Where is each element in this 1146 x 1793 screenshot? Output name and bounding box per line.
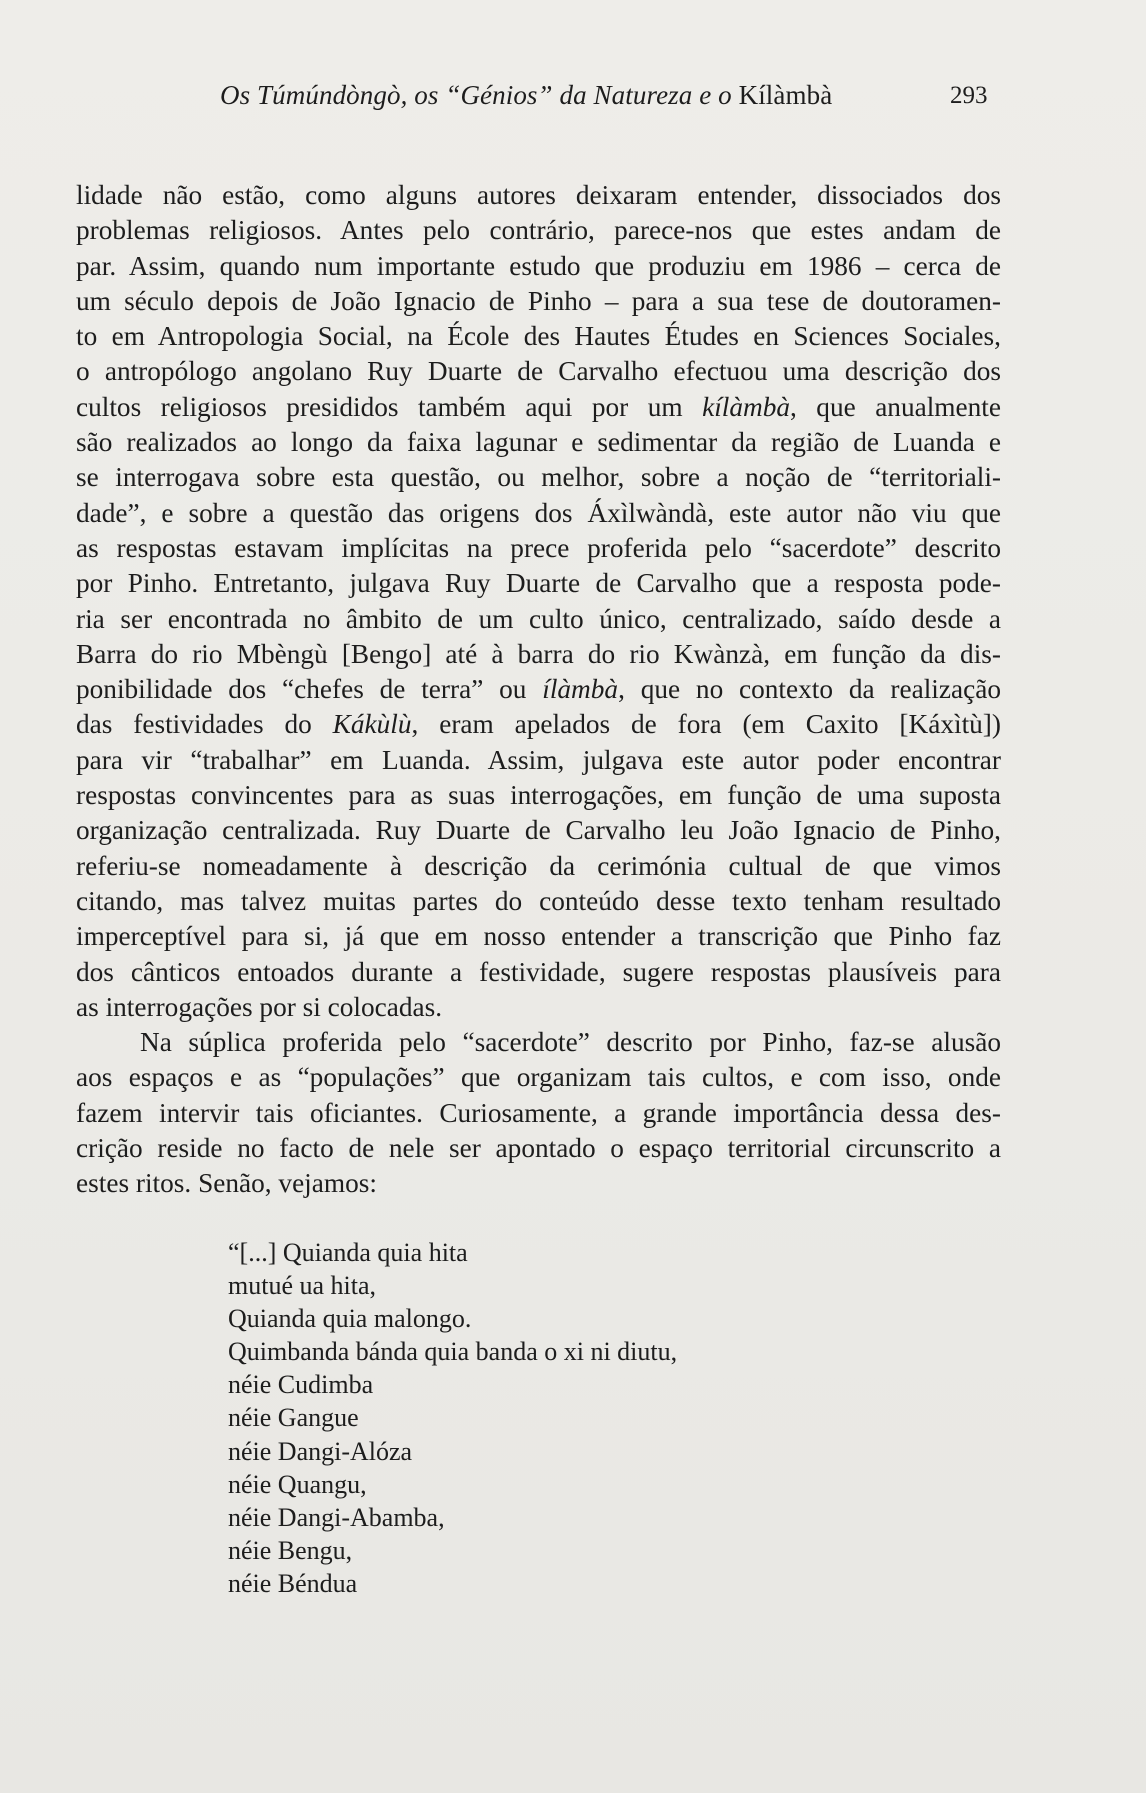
text-line: fazem intervir tais oficiantes. Curiosamente, a grande importância dessa des- [76, 1097, 1001, 1128]
text-line: par. Assim, quando num importante estudo que produziu em 1986 – cerca de [76, 250, 1001, 281]
verse-quotation [228, 1236, 677, 1600]
paragraph [76, 1025, 1001, 1201]
verse-line: néie Cudimba [228, 1370, 374, 1400]
text-line: para vir “trabalhar” em Luanda. Assim, julgava este autor poder encontrar [76, 744, 1001, 775]
text-line: as respostas estavam implícitas na prece proferida pelo “sacerdote” descrito [76, 532, 1001, 563]
text-line: respostas convincentes para as suas interrogações, em função de uma suposta [76, 780, 1001, 811]
text-line: crição reside no facto de nele ser apontado o espaço territorial circunscrito a [76, 1133, 1001, 1164]
text-line: aos espaços e as “populações” que organizam tais cultos, e com isso, onde [76, 1062, 1001, 1093]
text-line: dos cânticos entoados durante a festividade, sugere respostas plausíveis para [76, 956, 1001, 987]
verse-line: Quianda quia malongo. [228, 1304, 472, 1334]
verse-line: mutué ua hita, [228, 1271, 377, 1301]
verse-line: néie Gangue [228, 1403, 359, 1433]
text-line: to em Antropologia Social, na École des Hautes Études en Sciences Sociales, [76, 321, 1001, 352]
text-line: cultos religiosos presididos também aqui por um kílàmbà, que anualmente [76, 391, 1002, 422]
text-line: dade”, e sobre a questão das origens dos Áxìlwàndà, este autor não viu que [76, 497, 1001, 528]
verse-line: Quimbanda bánda quia banda o xi ni diutu, [228, 1337, 678, 1367]
text-line: se interrogava sobre esta questão, ou melhor, sobre a noção de “territoriali- [76, 462, 1001, 493]
page-number: 293 [950, 82, 988, 109]
running-title-name: Kílàmbà [738, 80, 833, 110]
text-line: referiu-se nomeadamente à descrição da cerimónia cultual de que vimos [76, 850, 1001, 881]
running-title-italic: Os Túmúndòngò, os “Génios” da Natureza e o [220, 80, 732, 110]
verse-line: néie Dangi-Alóza [228, 1436, 413, 1466]
text-line: estes ritos. Senão, vejamos: [76, 1168, 377, 1199]
verse-line: “[...] Quianda quia hita [228, 1238, 468, 1267]
running-head [0, 80, 1146, 116]
text-line: as interrogações por si colocadas. [76, 991, 443, 1022]
text-line: Barra do rio Mbèngù [Bengo] até à barra do rio Kwànzà, em função da dis- [76, 638, 1001, 669]
body-text [76, 178, 1001, 1202]
text-line: das festividades do Kákùlù, eram apelados de fora (em Caxito [Káxìtù]) [76, 709, 1001, 740]
verse-line: néie Dangi-Abamba, [228, 1502, 445, 1532]
text-line: imperceptível para si, já que em nosso entender a transcrição que Pinho faz [76, 921, 1001, 952]
verse-line: néie Quangu, [228, 1469, 367, 1499]
text-line: problemas religiosos. Antes pelo contrário, parece-nos que estes andam de [76, 215, 1001, 246]
text-line: um século depois de João Ignacio de Pinho – para a sua tese de doutoramen- [76, 285, 1001, 316]
text-line: Na súplica proferida pelo “sacerdote” descrito por Pinho, faz-se alusão [140, 1027, 1001, 1058]
verse-line: néie Béndua [228, 1568, 358, 1598]
text-line: organização centralizada. Ruy Duarte de Carvalho leu João Ignacio de Pinho, [76, 815, 1001, 846]
text-line: citando, mas talvez muitas partes do conteúdo desse texto tenham resultado [76, 885, 1001, 916]
text-line: o antropólogo angolano Ruy Duarte de Carvalho efectuou uma descrição dos [76, 356, 1001, 387]
text-line: ria ser encontrada no âmbito de um culto único, centralizado, saído desde a [76, 603, 1001, 634]
text-line: ponibilidade dos “chefes de terra” ou ílàmbà, que no contexto da realização [76, 674, 1001, 705]
text-line: são realizados ao longo da faixa lagunar e sedimentar da região de Luanda e [76, 427, 1001, 458]
verse-line: néie Bengu, [228, 1535, 353, 1565]
text-line: lidade não estão, como alguns autores deixaram entender, dissociados dos [76, 180, 1001, 210]
running-title [220, 80, 832, 111]
text-line: por Pinho. Entretanto, julgava Ruy Duarte de Carvalho que a resposta pode- [76, 568, 1001, 599]
paragraph [76, 178, 1001, 1025]
